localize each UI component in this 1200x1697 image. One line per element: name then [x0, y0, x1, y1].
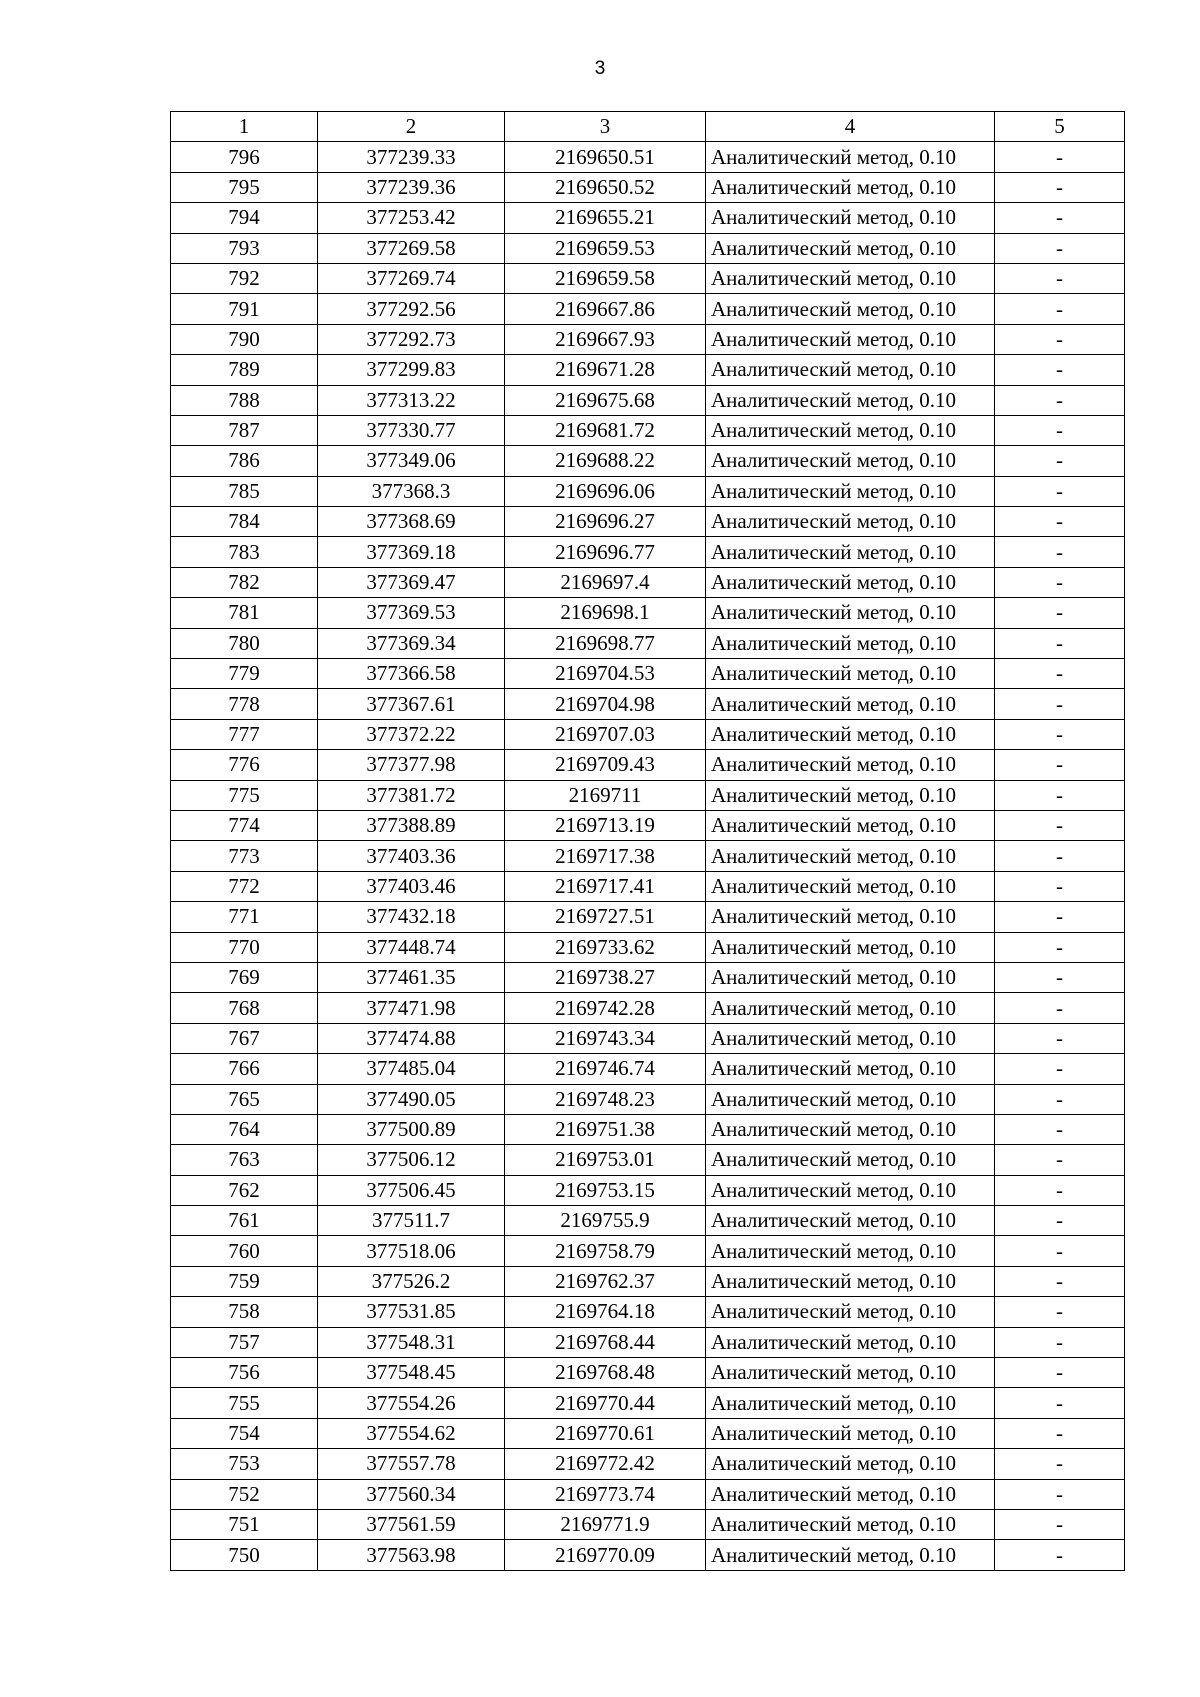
x-coordinate-cell: 377506.12 [318, 1145, 505, 1175]
y-coordinate-cell: 2169681.72 [505, 415, 706, 445]
method-cell: Аналитический метод, 0.10 [706, 1145, 995, 1175]
table-row [171, 962, 1125, 992]
x-coordinate-cell: 377269.58 [318, 233, 505, 263]
x-coordinate-cell: 377367.61 [318, 689, 505, 719]
note-cell: - [995, 385, 1125, 415]
x-coordinate-cell: 377403.36 [318, 841, 505, 871]
point-number-cell: 777 [171, 719, 318, 749]
y-coordinate-cell: 2169717.41 [505, 871, 706, 901]
point-number-cell: 783 [171, 537, 318, 567]
note-cell: - [995, 902, 1125, 932]
note-cell: - [995, 689, 1125, 719]
y-coordinate-cell: 2169667.93 [505, 324, 706, 354]
note-cell: - [995, 263, 1125, 293]
x-coordinate-cell: 377506.45 [318, 1175, 505, 1205]
y-coordinate-cell: 2169773.74 [505, 1479, 706, 1509]
note-cell: - [995, 1297, 1125, 1327]
y-coordinate-cell: 2169698.77 [505, 628, 706, 658]
x-coordinate-cell: 377366.58 [318, 659, 505, 689]
table-row [171, 324, 1125, 354]
y-coordinate-cell: 2169650.51 [505, 142, 706, 172]
table-row [171, 1388, 1125, 1418]
x-coordinate-cell: 377368.69 [318, 507, 505, 537]
note-cell: - [995, 1206, 1125, 1236]
point-number-cell: 782 [171, 567, 318, 597]
y-coordinate-cell: 2169733.62 [505, 932, 706, 962]
table-row [171, 1449, 1125, 1479]
point-number-cell: 794 [171, 203, 318, 233]
x-coordinate-cell: 377531.85 [318, 1297, 505, 1327]
point-number-cell: 753 [171, 1449, 318, 1479]
table-row [171, 1084, 1125, 1114]
method-cell: Аналитический метод, 0.10 [706, 689, 995, 719]
note-cell: - [995, 233, 1125, 263]
table-row [171, 1266, 1125, 1296]
table-row [171, 233, 1125, 263]
method-cell: Аналитический метод, 0.10 [706, 1266, 995, 1296]
table-row [171, 780, 1125, 810]
method-cell: Аналитический метод, 0.10 [706, 1206, 995, 1236]
point-number-cell: 770 [171, 932, 318, 962]
y-coordinate-cell: 2169667.86 [505, 294, 706, 324]
y-coordinate-cell: 2169755.9 [505, 1206, 706, 1236]
x-coordinate-cell: 377403.46 [318, 871, 505, 901]
note-cell: - [995, 476, 1125, 506]
y-coordinate-cell: 2169704.53 [505, 659, 706, 689]
note-cell: - [995, 719, 1125, 749]
table-row [171, 567, 1125, 597]
method-cell: Аналитический метод, 0.10 [706, 598, 995, 628]
point-number-cell: 778 [171, 689, 318, 719]
note-cell: - [995, 932, 1125, 962]
y-coordinate-cell: 2169696.77 [505, 537, 706, 567]
method-cell: Аналитический метод, 0.10 [706, 1388, 995, 1418]
method-cell: Аналитический метод, 0.10 [706, 507, 995, 537]
note-cell: - [995, 567, 1125, 597]
table-row [171, 750, 1125, 780]
point-number-cell: 757 [171, 1327, 318, 1357]
y-coordinate-cell: 2169675.68 [505, 385, 706, 415]
x-coordinate-cell: 377554.26 [318, 1388, 505, 1418]
method-cell: Аналитический метод, 0.10 [706, 719, 995, 749]
method-cell: Аналитический метод, 0.10 [706, 415, 995, 445]
point-number-cell: 756 [171, 1358, 318, 1388]
y-coordinate-cell: 2169688.22 [505, 446, 706, 476]
note-cell: - [995, 659, 1125, 689]
x-coordinate-cell: 377239.36 [318, 172, 505, 202]
table-row [171, 1418, 1125, 1448]
method-cell: Аналитический метод, 0.10 [706, 203, 995, 233]
note-cell: - [995, 324, 1125, 354]
x-coordinate-cell: 377518.06 [318, 1236, 505, 1266]
point-number-cell: 789 [171, 355, 318, 385]
method-cell: Аналитический метод, 0.10 [706, 294, 995, 324]
note-cell: - [995, 415, 1125, 445]
y-coordinate-cell: 2169751.38 [505, 1114, 706, 1144]
table-row [171, 1054, 1125, 1084]
note-cell: - [995, 203, 1125, 233]
point-number-cell: 774 [171, 810, 318, 840]
note-cell: - [995, 1266, 1125, 1296]
point-number-cell: 792 [171, 263, 318, 293]
note-cell: - [995, 1023, 1125, 1053]
table-row [171, 142, 1125, 172]
note-cell: - [995, 1175, 1125, 1205]
table-row [171, 719, 1125, 749]
table-row [171, 415, 1125, 445]
coordinates-table [170, 111, 1125, 1571]
table-row [171, 1023, 1125, 1053]
note-cell: - [995, 172, 1125, 202]
x-coordinate-cell: 377369.53 [318, 598, 505, 628]
note-cell: - [995, 841, 1125, 871]
note-cell: - [995, 1114, 1125, 1144]
method-cell: Аналитический метод, 0.10 [706, 780, 995, 810]
point-number-cell: 771 [171, 902, 318, 932]
x-coordinate-cell: 377381.72 [318, 780, 505, 810]
y-coordinate-cell: 2169696.06 [505, 476, 706, 506]
method-cell: Аналитический метод, 0.10 [706, 476, 995, 506]
method-cell: Аналитический метод, 0.10 [706, 567, 995, 597]
table-row [171, 476, 1125, 506]
method-cell: Аналитический метод, 0.10 [706, 1054, 995, 1084]
note-cell: - [995, 810, 1125, 840]
table-row [171, 446, 1125, 476]
x-coordinate-cell: 377299.83 [318, 355, 505, 385]
y-coordinate-cell: 2169748.23 [505, 1084, 706, 1114]
y-coordinate-cell: 2169671.28 [505, 355, 706, 385]
note-cell: - [995, 993, 1125, 1023]
point-number-cell: 767 [171, 1023, 318, 1053]
y-coordinate-cell: 2169697.4 [505, 567, 706, 597]
x-coordinate-cell: 377369.34 [318, 628, 505, 658]
y-coordinate-cell: 2169758.79 [505, 1236, 706, 1266]
y-coordinate-cell: 2169772.42 [505, 1449, 706, 1479]
method-cell: Аналитический метод, 0.10 [706, 172, 995, 202]
table-row [171, 1206, 1125, 1236]
x-coordinate-cell: 377377.98 [318, 750, 505, 780]
y-coordinate-cell: 2169709.43 [505, 750, 706, 780]
note-cell: - [995, 1479, 1125, 1509]
table-row [171, 659, 1125, 689]
x-coordinate-cell: 377561.59 [318, 1509, 505, 1539]
y-coordinate-cell: 2169707.03 [505, 719, 706, 749]
point-number-cell: 795 [171, 172, 318, 202]
point-number-cell: 786 [171, 446, 318, 476]
table-row [171, 932, 1125, 962]
point-number-cell: 760 [171, 1236, 318, 1266]
note-cell: - [995, 294, 1125, 324]
x-coordinate-cell: 377388.89 [318, 810, 505, 840]
point-number-cell: 785 [171, 476, 318, 506]
note-cell: - [995, 1449, 1125, 1479]
y-coordinate-cell: 2169746.74 [505, 1054, 706, 1084]
point-number-cell: 762 [171, 1175, 318, 1205]
table-row [171, 689, 1125, 719]
method-cell: Аналитический метод, 0.10 [706, 324, 995, 354]
y-coordinate-cell: 2169764.18 [505, 1297, 706, 1327]
table-row [171, 172, 1125, 202]
x-coordinate-cell: 377432.18 [318, 902, 505, 932]
y-coordinate-cell: 2169768.44 [505, 1327, 706, 1357]
y-coordinate-cell: 2169742.28 [505, 993, 706, 1023]
note-cell: - [995, 962, 1125, 992]
note-cell: - [995, 1358, 1125, 1388]
x-coordinate-cell: 377490.05 [318, 1084, 505, 1114]
table-row [171, 203, 1125, 233]
table-row [171, 537, 1125, 567]
method-cell: Аналитический метод, 0.10 [706, 1236, 995, 1266]
point-number-cell: 788 [171, 385, 318, 415]
method-cell: Аналитический метод, 0.10 [706, 902, 995, 932]
method-cell: Аналитический метод, 0.10 [706, 1084, 995, 1114]
x-coordinate-cell: 377461.35 [318, 962, 505, 992]
point-number-cell: 769 [171, 962, 318, 992]
point-number-cell: 790 [171, 324, 318, 354]
point-number-cell: 765 [171, 1084, 318, 1114]
point-number-cell: 754 [171, 1418, 318, 1448]
x-coordinate-cell: 377448.74 [318, 932, 505, 962]
note-cell: - [995, 780, 1125, 810]
note-cell: - [995, 628, 1125, 658]
note-cell: - [995, 1509, 1125, 1539]
method-cell: Аналитический метод, 0.10 [706, 1540, 995, 1570]
y-coordinate-cell: 2169711 [505, 780, 706, 810]
header-cell-4: 4 [706, 112, 995, 142]
point-number-cell: 755 [171, 1388, 318, 1418]
method-cell: Аналитический метод, 0.10 [706, 1114, 995, 1144]
y-coordinate-cell: 2169696.27 [505, 507, 706, 537]
x-coordinate-cell: 377369.18 [318, 537, 505, 567]
x-coordinate-cell: 377548.45 [318, 1358, 505, 1388]
header-cell-2: 2 [318, 112, 505, 142]
x-coordinate-cell: 377560.34 [318, 1479, 505, 1509]
header-row [171, 112, 1125, 142]
note-cell: - [995, 537, 1125, 567]
y-coordinate-cell: 2169743.34 [505, 1023, 706, 1053]
x-coordinate-cell: 377368.3 [318, 476, 505, 506]
x-coordinate-cell: 377292.56 [318, 294, 505, 324]
note-cell: - [995, 142, 1125, 172]
table-row [171, 1540, 1125, 1570]
point-number-cell: 781 [171, 598, 318, 628]
point-number-cell: 787 [171, 415, 318, 445]
point-number-cell: 791 [171, 294, 318, 324]
table-row [171, 263, 1125, 293]
method-cell: Аналитический метод, 0.10 [706, 932, 995, 962]
page-number: 3 [594, 58, 606, 79]
table-row [171, 1145, 1125, 1175]
method-cell: Аналитический метод, 0.10 [706, 1327, 995, 1357]
table-row [171, 1479, 1125, 1509]
method-cell: Аналитический метод, 0.10 [706, 1297, 995, 1327]
x-coordinate-cell: 377349.06 [318, 446, 505, 476]
point-number-cell: 776 [171, 750, 318, 780]
x-coordinate-cell: 377500.89 [318, 1114, 505, 1144]
table-row [171, 507, 1125, 537]
table-row [171, 294, 1125, 324]
x-coordinate-cell: 377239.33 [318, 142, 505, 172]
y-coordinate-cell: 2169655.21 [505, 203, 706, 233]
note-cell: - [995, 1145, 1125, 1175]
method-cell: Аналитический метод, 0.10 [706, 537, 995, 567]
method-cell: Аналитический метод, 0.10 [706, 993, 995, 1023]
note-cell: - [995, 750, 1125, 780]
table-row [171, 598, 1125, 628]
x-coordinate-cell: 377474.88 [318, 1023, 505, 1053]
x-coordinate-cell: 377253.42 [318, 203, 505, 233]
note-cell: - [995, 507, 1125, 537]
note-cell: - [995, 446, 1125, 476]
note-cell: - [995, 1388, 1125, 1418]
method-cell: Аналитический метод, 0.10 [706, 1175, 995, 1205]
y-coordinate-cell: 2169659.58 [505, 263, 706, 293]
point-number-cell: 775 [171, 780, 318, 810]
note-cell: - [995, 355, 1125, 385]
x-coordinate-cell: 377526.2 [318, 1266, 505, 1296]
method-cell: Аналитический метод, 0.10 [706, 355, 995, 385]
point-number-cell: 796 [171, 142, 318, 172]
y-coordinate-cell: 2169768.48 [505, 1358, 706, 1388]
x-coordinate-cell: 377557.78 [318, 1449, 505, 1479]
table-row [171, 1175, 1125, 1205]
note-cell: - [995, 1236, 1125, 1266]
x-coordinate-cell: 377511.7 [318, 1206, 505, 1236]
method-cell: Аналитический метод, 0.10 [706, 628, 995, 658]
point-number-cell: 780 [171, 628, 318, 658]
y-coordinate-cell: 2169704.98 [505, 689, 706, 719]
y-coordinate-cell: 2169713.19 [505, 810, 706, 840]
point-number-cell: 751 [171, 1509, 318, 1539]
table-row [171, 1358, 1125, 1388]
y-coordinate-cell: 2169698.1 [505, 598, 706, 628]
method-cell: Аналитический метод, 0.10 [706, 263, 995, 293]
table-body [171, 142, 1125, 1570]
x-coordinate-cell: 377548.31 [318, 1327, 505, 1357]
method-cell: Аналитический метод, 0.10 [706, 1358, 995, 1388]
note-cell: - [995, 598, 1125, 628]
y-coordinate-cell: 2169727.51 [505, 902, 706, 932]
x-coordinate-cell: 377554.62 [318, 1418, 505, 1448]
table-row [171, 810, 1125, 840]
y-coordinate-cell: 2169738.27 [505, 962, 706, 992]
method-cell: Аналитический метод, 0.10 [706, 142, 995, 172]
method-cell: Аналитический метод, 0.10 [706, 871, 995, 901]
y-coordinate-cell: 2169659.53 [505, 233, 706, 263]
table-row [171, 871, 1125, 901]
x-coordinate-cell: 377369.47 [318, 567, 505, 597]
point-number-cell: 766 [171, 1054, 318, 1084]
point-number-cell: 764 [171, 1114, 318, 1144]
method-cell: Аналитический метод, 0.10 [706, 659, 995, 689]
table-row [171, 902, 1125, 932]
table-row [171, 1236, 1125, 1266]
x-coordinate-cell: 377269.74 [318, 263, 505, 293]
point-number-cell: 761 [171, 1206, 318, 1236]
note-cell: - [995, 1084, 1125, 1114]
x-coordinate-cell: 377313.22 [318, 385, 505, 415]
method-cell: Аналитический метод, 0.10 [706, 1479, 995, 1509]
table-row [171, 1114, 1125, 1144]
header-cell-3: 3 [505, 112, 706, 142]
table-row [171, 1297, 1125, 1327]
table-header [171, 112, 1125, 142]
point-number-cell: 758 [171, 1297, 318, 1327]
table-row [171, 628, 1125, 658]
note-cell: - [995, 1054, 1125, 1084]
method-cell: Аналитический метод, 0.10 [706, 1023, 995, 1053]
x-coordinate-cell: 377372.22 [318, 719, 505, 749]
note-cell: - [995, 1327, 1125, 1357]
point-number-cell: 759 [171, 1266, 318, 1296]
header-cell-5: 5 [995, 112, 1125, 142]
method-cell: Аналитический метод, 0.10 [706, 750, 995, 780]
point-number-cell: 750 [171, 1540, 318, 1570]
y-coordinate-cell: 2169650.52 [505, 172, 706, 202]
method-cell: Аналитический метод, 0.10 [706, 1509, 995, 1539]
method-cell: Аналитический метод, 0.10 [706, 1418, 995, 1448]
point-number-cell: 779 [171, 659, 318, 689]
method-cell: Аналитический метод, 0.10 [706, 841, 995, 871]
note-cell: - [995, 871, 1125, 901]
method-cell: Аналитический метод, 0.10 [706, 962, 995, 992]
method-cell: Аналитический метод, 0.10 [706, 810, 995, 840]
x-coordinate-cell: 377292.73 [318, 324, 505, 354]
y-coordinate-cell: 2169770.09 [505, 1540, 706, 1570]
method-cell: Аналитический метод, 0.10 [706, 1449, 995, 1479]
point-number-cell: 752 [171, 1479, 318, 1509]
y-coordinate-cell: 2169770.61 [505, 1418, 706, 1448]
x-coordinate-cell: 377485.04 [318, 1054, 505, 1084]
header-cell-1: 1 [171, 112, 318, 142]
note-cell: - [995, 1418, 1125, 1448]
x-coordinate-cell: 377563.98 [318, 1540, 505, 1570]
x-coordinate-cell: 377471.98 [318, 993, 505, 1023]
x-coordinate-cell: 377330.77 [318, 415, 505, 445]
point-number-cell: 784 [171, 507, 318, 537]
point-number-cell: 763 [171, 1145, 318, 1175]
note-cell: - [995, 1540, 1125, 1570]
method-cell: Аналитический метод, 0.10 [706, 446, 995, 476]
y-coordinate-cell: 2169753.15 [505, 1175, 706, 1205]
point-number-cell: 772 [171, 871, 318, 901]
table-row [171, 1509, 1125, 1539]
method-cell: Аналитический метод, 0.10 [706, 233, 995, 263]
table-row [171, 385, 1125, 415]
table-row [171, 841, 1125, 871]
y-coordinate-cell: 2169717.38 [505, 841, 706, 871]
table-row [171, 1327, 1125, 1357]
point-number-cell: 793 [171, 233, 318, 263]
y-coordinate-cell: 2169771.9 [505, 1509, 706, 1539]
y-coordinate-cell: 2169762.37 [505, 1266, 706, 1296]
y-coordinate-cell: 2169770.44 [505, 1388, 706, 1418]
table-row [171, 355, 1125, 385]
point-number-cell: 768 [171, 993, 318, 1023]
y-coordinate-cell: 2169753.01 [505, 1145, 706, 1175]
table-row [171, 993, 1125, 1023]
method-cell: Аналитический метод, 0.10 [706, 385, 995, 415]
point-number-cell: 773 [171, 841, 318, 871]
